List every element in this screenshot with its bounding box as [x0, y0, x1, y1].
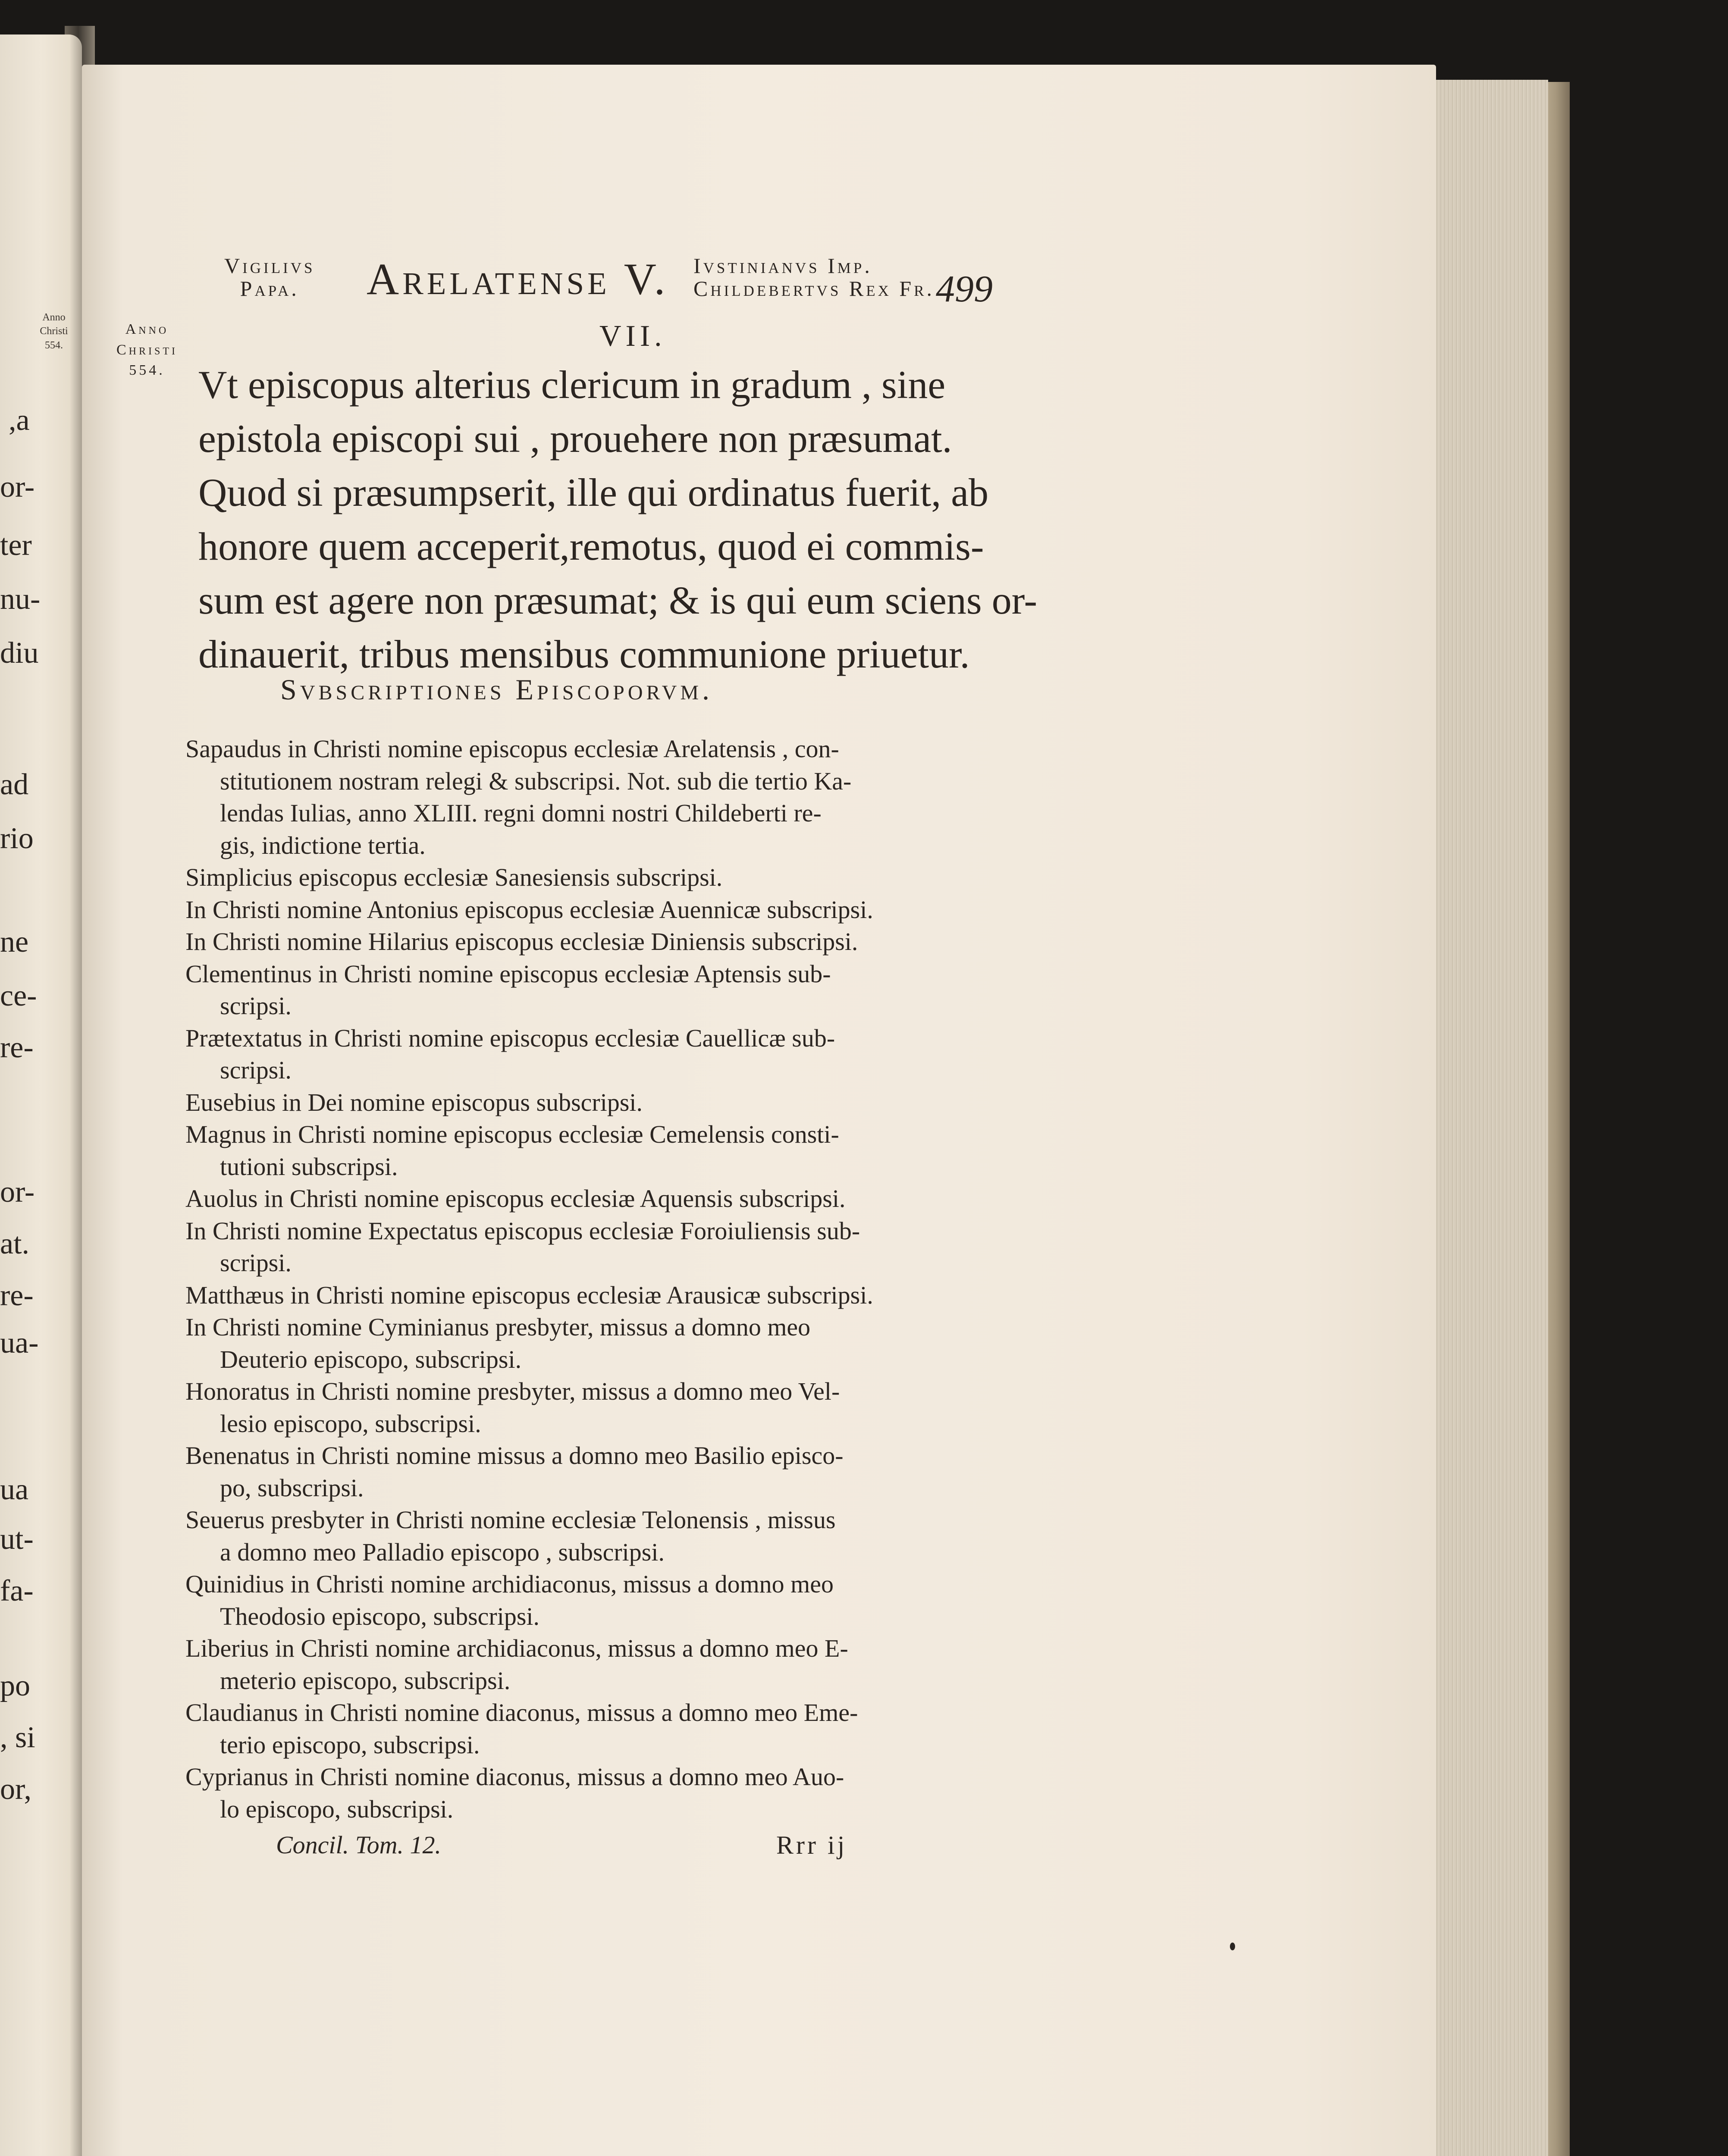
left-margin-note-line: Anno [42, 312, 66, 323]
subscription-entry [185, 733, 873, 862]
subscription-entry [185, 862, 873, 894]
canon-text [198, 358, 1037, 681]
margin-note-line: Anno [125, 321, 169, 337]
running-head-left [224, 254, 315, 300]
subscription-entry [185, 1376, 873, 1440]
subscription-entry [185, 1440, 873, 1504]
subscription-line: Liberius in Christi nomine archidiaconus, missus a domno meo E- [185, 1634, 848, 1662]
left-fragment: re- [0, 1031, 34, 1064]
subscription-line: In Christi nomine Antonius episcopus ecclesiæ Auennicæ subscripsi. [185, 895, 873, 924]
subscription-entry [185, 926, 873, 958]
subscription-entry [185, 1215, 873, 1279]
canon-line: sum est agere non præsumat; & is qui eum sciens or- [198, 578, 1038, 622]
left-fragment: po [0, 1669, 30, 1702]
subscription-entry [185, 1119, 873, 1183]
subscription-entry [185, 1633, 873, 1697]
subscription-continuation: Theodosio episcopo, subscripsi. [220, 1602, 540, 1630]
subscription-line: Quinidius in Christi nomine archidiaconus, missus a domno meo [185, 1570, 834, 1598]
subscription-line: In Christi nomine Expectatus episcopus ecclesiæ Foroiuliensis sub- [185, 1216, 860, 1245]
left-fragment: diu [0, 636, 39, 670]
running-head-title: Arelatense V. [367, 254, 669, 304]
canon-line: epistola episcopi sui , prouehere non præsumat. [198, 417, 952, 461]
subscription-entry [185, 1022, 873, 1087]
margin-note-line: 554. [129, 362, 165, 379]
left-fragment: ut- [0, 1523, 34, 1556]
subscription-continuation: meterio episcopo, subscripsi. [220, 1666, 511, 1695]
left-fragment: or- [0, 1175, 35, 1209]
margin-note-year [116, 319, 178, 381]
left-fragment: ad [0, 768, 29, 801]
left-fragment: or, [0, 1773, 32, 1806]
subscription-continuation: lendas Iulias, anno XLIII. regni domni nostri Childeberti re- [220, 799, 822, 827]
running-head-king: Childebertvs Rex Fr. [693, 276, 935, 301]
catchword: Rrr ij [776, 1831, 847, 1859]
subscription-entry [185, 1311, 873, 1376]
margin-note-line: Christi [116, 342, 178, 358]
subscription-continuation: Deuterio episcopo, subscripsi. [220, 1345, 522, 1373]
running-head-emperor: Ivstinianvs Imp. [693, 254, 872, 278]
subscription-continuation: gis, indictione tertia. [220, 831, 426, 859]
subscription-line: Benenatus in Christi nomine missus a domno meo Basilio episco- [185, 1442, 844, 1470]
left-fragment: ter [0, 529, 32, 562]
page-number: 499 [936, 268, 993, 310]
subscription-line: Claudianus in Christi nomine diaconus, missus a domno meo Eme- [185, 1698, 858, 1727]
left-fragment: ce- [0, 979, 37, 1012]
subscription-line: In Christi nomine Cyminianus presbyter, missus a domno meo [185, 1313, 811, 1341]
subscription-line: Honoratus in Christi nomine presbyter, missus a domno meo Vel- [185, 1377, 840, 1405]
canon-line: dinauerit, tribus mensibus communione priuetur. [198, 632, 970, 676]
subscription-line: Clementinus in Christi nomine episcopus ecclesiæ Aptensis sub- [185, 959, 831, 988]
left-fragment: , si [0, 1721, 35, 1754]
subscriptions-heading: Svbscriptiones Episcoporvm. [280, 673, 713, 706]
left-margin-note [30, 310, 78, 352]
running-head-pope-title: Papa. [240, 276, 299, 301]
subscription-entry [185, 894, 873, 926]
subscription-continuation: scripsi. [220, 1056, 292, 1084]
left-fragment: ne [0, 925, 29, 959]
left-fragment: ua- [0, 1326, 39, 1360]
subscription-line: Seuerus presbyter in Christi nomine ecclesiæ Telonensis , missus [185, 1506, 836, 1534]
subscription-entry [185, 958, 873, 1022]
page-edges [1427, 80, 1548, 2156]
subscriptions-list [185, 733, 873, 1825]
canon-line: Quod si præsumpserit, ille qui ordinatus fuerit, ab [198, 470, 989, 514]
subscription-continuation: scripsi. [220, 992, 292, 1020]
subscription-continuation: a domno meo Palladio episcopo , subscripsi. [220, 1538, 665, 1566]
subscription-continuation: po, subscripsi. [220, 1473, 364, 1502]
left-fragment: at. [0, 1227, 30, 1260]
subscription-line: Simplicius episcopus ecclesiæ Sanesiensis subscripsi. [185, 863, 723, 891]
left-fragment: ,a [9, 404, 30, 437]
signature-mark: Concil. Tom. 12. [276, 1831, 441, 1859]
left-margin-note-line: 554. [45, 339, 63, 351]
subscription-entry [185, 1504, 873, 1568]
subscription-entry [185, 1087, 873, 1119]
subscription-line: Cyprianus in Christi nomine diaconus, missus a domno meo Auo- [185, 1763, 844, 1791]
left-page [0, 34, 82, 2156]
left-fragment: re- [0, 1279, 34, 1312]
left-fragment: ua [0, 1473, 29, 1506]
subscription-line: Prætextatus in Christi nomine episcopus ecclesiæ Cauellicæ sub- [185, 1024, 835, 1052]
ink-speck [1230, 1943, 1235, 1950]
subscription-line: Eusebius in Dei nomine episcopus subscripsi. [185, 1088, 643, 1116]
subscription-continuation: tutioni subscripsi. [220, 1152, 398, 1181]
subscription-continuation: lesio episcopo, subscripsi. [220, 1409, 481, 1438]
left-margin-note-line: Christi [40, 326, 68, 337]
subscription-line: Sapaudus in Christi nomine episcopus ecclesiæ Arelatensis , con- [185, 735, 839, 763]
subscription-continuation: terio episcopo, subscripsi. [220, 1730, 480, 1759]
subscription-entry [185, 1183, 873, 1215]
canon-line: honore quem acceperit,remotus, quod ei commis- [198, 524, 984, 568]
subscription-line: Matthæus in Christi nomine episcopus ecclesiæ Arausicæ subscripsi. [185, 1281, 873, 1309]
subscription-continuation: stitutionem nostram relegi & subscripsi. Not. sub die tertio Ka- [220, 767, 852, 795]
subscription-line: Auolus in Christi nomine episcopus ecclesiæ Aquensis subscripsi. [185, 1185, 846, 1213]
running-head-pope: Vigilivs [224, 254, 315, 278]
left-fragment: or- [0, 470, 35, 504]
left-fragment: nu- [0, 583, 41, 616]
left-fragment: fa- [0, 1574, 34, 1608]
subscription-entry [185, 1697, 873, 1761]
subscription-line: Magnus in Christi nomine episcopus ecclesiæ Cemelensis consti- [185, 1120, 839, 1148]
subscription-entry [185, 1279, 873, 1312]
running-head-right [693, 254, 935, 300]
subscription-continuation: scripsi. [220, 1249, 292, 1277]
subscription-line: In Christi nomine Hilarius episcopus ecclesiæ Diniensis subscripsi. [185, 928, 858, 956]
subscription-continuation: lo episcopo, subscripsi. [220, 1795, 454, 1823]
subscription-entry [185, 1761, 873, 1825]
canon-line: Vt episcopus alterius clericum in gradum , sine [198, 363, 946, 407]
left-fragment: rio [0, 822, 34, 855]
subscription-entry [185, 1568, 873, 1633]
canon-number: VII. [599, 320, 666, 353]
